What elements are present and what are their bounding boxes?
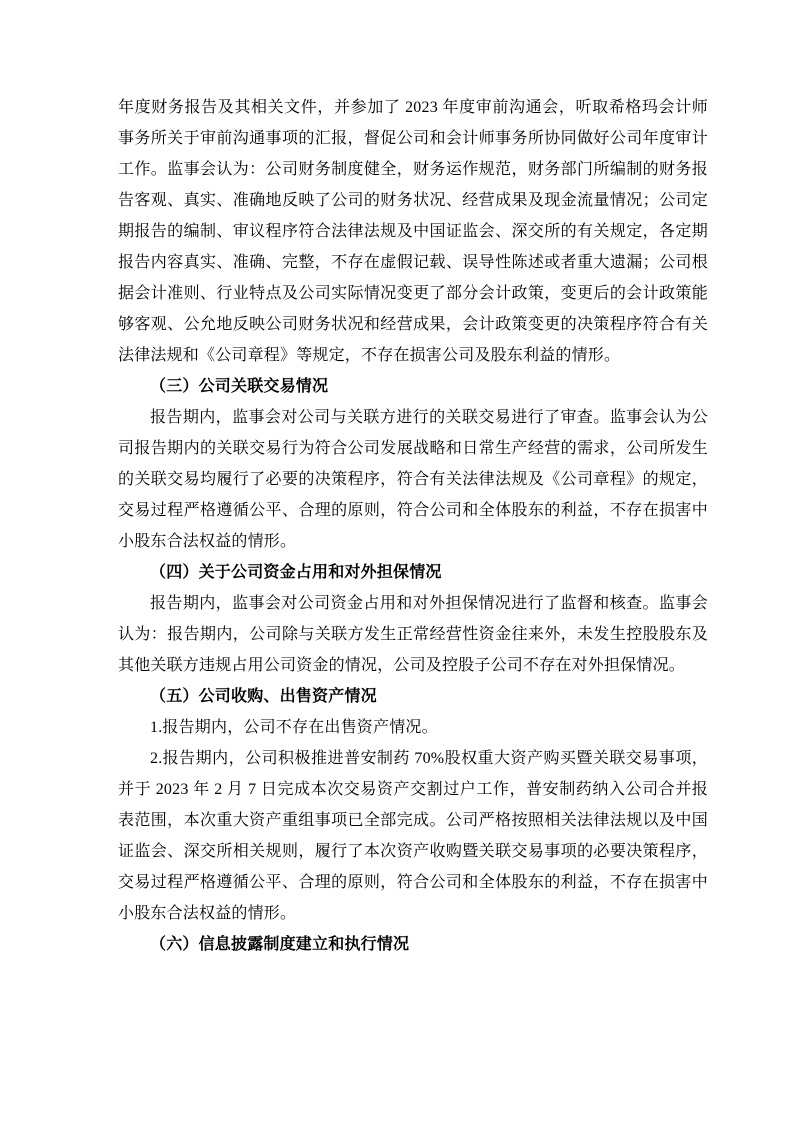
section-heading-asset-acquisition-disposal: （五）公司收购、出售资产情况 [150, 688, 377, 705]
body-paragraph-related-party-transactions: 报告期内，监事会对公司与关联方进行的关联交易进行了审查。监事会认为公司报告期内的关联交易行为符合公司发展战略和日常生产经营的需求，公司所发生的关联交易均履行了必要的决策程序，符合有关法律法规及《公司章程》的规定，交易过程严格遵循公平、合理的原则，符合公司和全体股东的利益，不存在损害中小股东合法权益的情形。 [118, 409, 708, 550]
body-paragraph-asset-acquisition-item-2: 2.报告期内，公司积极推进普安制药 70%股权重大资产购买暨关联交易事项，并于 2023 年 2 月 7 日完成本次交易资产交割过户工作，普安制药纳入公司合并报表范围，本次重大资产重组事项已全部完成。公司严格按照相关法律法规以及中国证监会、深交所相关规则，履行了本次资产收购暨关联交易事项的必要决策程序，交易过程严格遵循公平、合理的原则，符合公司和全体股东的利益，不存在损害中小股东合法权益的情形。 [118, 750, 708, 922]
section-heading-fund-occupation-guarantees: （四）关于公司资金占用和对外担保情况 [150, 564, 442, 581]
section-heading-related-party-transactions: （三）公司关联交易情况 [150, 378, 329, 395]
body-paragraph-audit-opinion: 年度财务报告及其相关文件，并参加了 2023 年度审前沟通会，听取希格玛会计师事务所关于审前沟通事项的汇报，督促公司和会计师事务所协同做好公司年度审计工作。监事会认为：公司财务制度健全，财务运作规范，财务部门所编制的财务报告客观、真实、准确地反映了公司的财务状况、经营成果及现金流量情况；公司定期报告的编制、审议程序符合法律法规及中国证监会、深交所的有关规定，各定期报告内容真实、准确、完整，不存在虚假记载、误导性陈述或者重大遗漏；公司根据会计准则、行业特点及公司实际情况变更了部分会计政策，变更后的会计政策能够客观、公允地反映公司财务状况和经营成果，会计政策变更的决策程序符合有关法律法规和《公司章程》等规定，不存在损害公司及股东利益的情形。 [118, 99, 708, 364]
body-paragraph-fund-occupation-guarantees: 报告期内，监事会对公司资金占用和对外担保情况进行了监督和核查。监事会认为：报告期内，公司除与关联方发生正常经营性资金往来外，未发生控股股东及其他关联方违规占用公司资金的情况，公司及控股子公司不存在对外担保情况。 [118, 595, 708, 674]
document-body [118, 92, 708, 960]
body-paragraph-asset-disposal-item-1: 1.报告期内，公司不存在出售资产情况。 [150, 719, 438, 736]
section-heading-information-disclosure: （六）信息披露制度建立和执行情况 [150, 936, 410, 953]
